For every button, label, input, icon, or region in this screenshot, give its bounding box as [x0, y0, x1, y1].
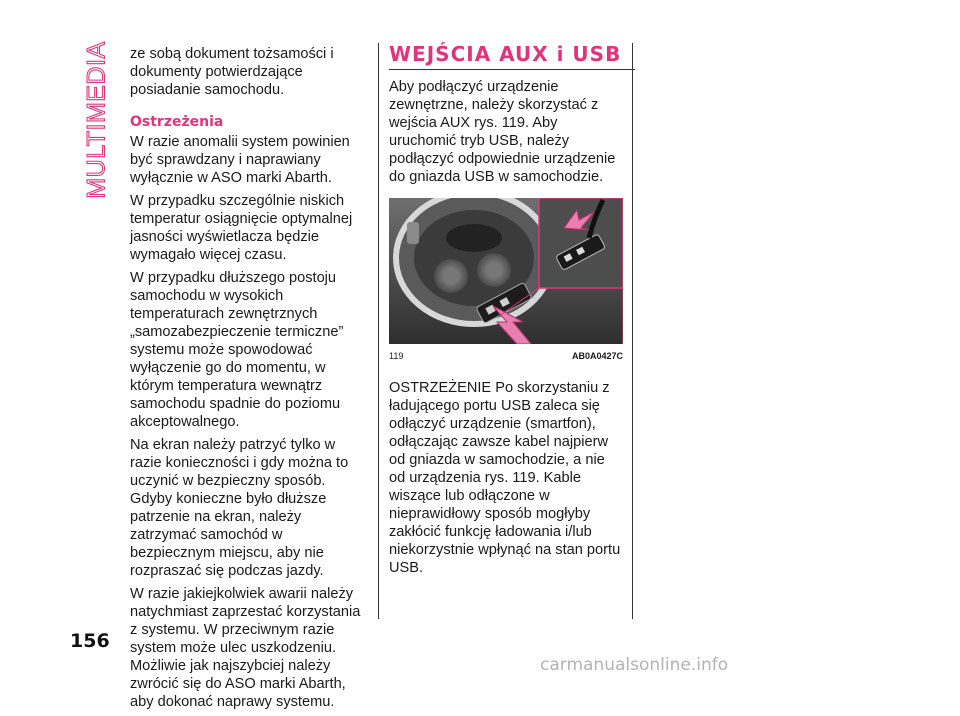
left-column	[130, 45, 370, 716]
right-column	[389, 42, 623, 582]
page-number: 156	[70, 630, 110, 652]
section-title: WEJŚCIA AUX i USB	[389, 42, 622, 66]
usb-port-figure	[389, 198, 623, 344]
figure-code: AB0A0427C	[571, 351, 623, 361]
section-tab-label	[82, 41, 112, 199]
watermark-text: carmanualsonline.info	[540, 655, 729, 675]
paragraph-screen-safety: Na ekran należy patrzyć tylko w razie konieczności i gdy można to uczynić w bezpieczny sposób. Gdyby konieczne było dłuższe patrzenie na ekran, należy zatrzymać samochód w bezpiecznym miejscu, aby nie rozpraszać się podczas jazdy.	[130, 437, 349, 579]
paragraph-repair: W razie anomalii system powinien być sprawdzany i naprawiany wyłącznie w ASO marki Abarth.	[130, 134, 350, 186]
column-divider-left	[378, 43, 379, 619]
paragraph-high-temperature: W przypadku dłuższego postoju samochodu w wysokich temperaturach zewnętrznych „samozabezpieczenie termiczne” systemu może spowodować wyłączenie go do momentu, w którym temperatura wewnątrz samochodu spadnie do poziomu akceptowalnego.	[130, 270, 344, 430]
warnings-heading: Ostrzeżenia	[130, 114, 224, 130]
column-divider-right	[632, 43, 633, 619]
paragraph-low-temperature: W przypadku szczególnie niskich temperatur osiągnięcie optymalnej jasności wyświetlacza będzie wymagało więcej czasu.	[130, 193, 353, 263]
paragraph-connect-device: Aby podłączyć urządzenie zewnętrzne, należy skorzystać z wejścia AUX rys. 119. Aby uruchomić tryb USB, należy podłączyć odpowiednie urządzenie do gniazda USB w samochodzie.	[389, 79, 616, 185]
paragraph-documents: ze sobą dokument tożsamości i dokumenty potwierdzające posiadanie samochodu.	[130, 46, 334, 98]
section-tab-text: MULTIMEDIA	[82, 41, 111, 199]
paragraph-usb-warning: OSTRZEŻENIE Po skorzystaniu z ładującego portu USB zaleca się odłączyć urządzenie (smartfon), odłączając zawsze kabel najpierw od gniazda w samochodzie, a nie od urządzenia rys. 119. Kable wiszące lub odłączone w nieprawidłowy sposób mogłyby zakłócić funkcję ładowania i/lub niekorzystnie wpłynąć na stan portu USB.	[389, 380, 621, 576]
figure-caption	[389, 347, 623, 365]
title-underline	[389, 69, 635, 70]
paragraph-failure: W razie jakiejkolwiek awarii należy natychmiast zaprzestać korzystania z systemu. W przeciwnym razie system może ulec uszkodzeniu. Możliwie jak najszybciej należy zwrócić się do ASO marki Abarth, aby dokonać naprawy systemu.	[130, 586, 361, 710]
figure-number: 119	[389, 351, 404, 361]
usb-port-illustration	[389, 198, 623, 344]
